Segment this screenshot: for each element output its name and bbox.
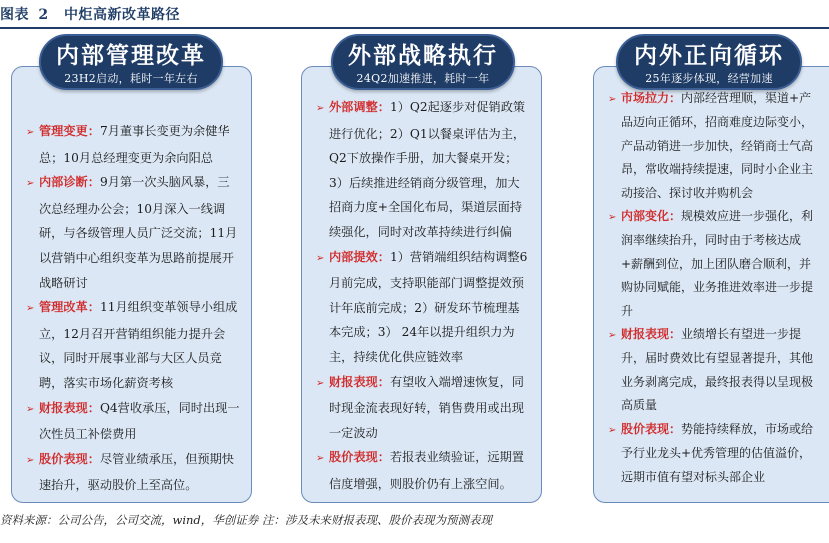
bullet-text: 若报表业绩验证，远期置信度增强，则股价仍有上涨空间。: [329, 450, 524, 491]
bullet-item: [608, 87, 823, 205]
bullet-key-colon: ：: [377, 450, 390, 465]
bullet-item: [26, 170, 241, 295]
panel-body: [302, 95, 541, 496]
arrow-right-icon: ➢: [316, 252, 325, 264]
bullet-item: [608, 205, 823, 323]
bullet-text: 内部经营理顺，渠道+产品迈向正循环，招商难度边际变小，产品动销进一步加快，经销商士气高昂，常收端持续提速，同时小企业主动接洽、探讨收并购机会: [621, 91, 814, 200]
bullet-key: 财报表现: [39, 400, 88, 415]
bullet-item: [316, 245, 531, 370]
arrow-right-icon: ➢: [26, 178, 35, 190]
panel-body: [12, 119, 251, 496]
column-heading-badge: [616, 34, 802, 90]
bullet-key: 股价表现: [621, 421, 670, 436]
bullet-key-colon: ：: [377, 374, 390, 389]
bullet-key: 股价表现: [329, 450, 378, 465]
bullet-text: 9月第一次头脑风暴，三次总经理办公会；10月深入一线调研，与各级管理人员广泛交流；11月以营销中心组织变革为思路前提展开战略研讨: [39, 175, 238, 290]
column-heading: 内外正向循环: [634, 42, 784, 69]
figure-title: [0, 4, 180, 28]
bullet-key: 外部调整: [329, 100, 378, 114]
column-heading: 内部管理改革: [56, 42, 206, 69]
panel-external-strategy-execution: [301, 66, 542, 503]
bullet-item: [26, 396, 241, 447]
figure-label: 图表: [0, 7, 29, 23]
figure-title-text: 中炬高新改革路径: [64, 7, 180, 23]
bullet-item: [26, 119, 241, 170]
column-heading: 外部战略执行: [348, 42, 498, 69]
bullet-item: [608, 323, 823, 418]
bullet-key-colon: ：: [669, 327, 682, 342]
bullet-text: 业绩增长有望进一步提升，届时费效比有望显著提升，其他业务剥离完成，最终报表得以呈现极高质量: [621, 327, 814, 413]
bullet-key-colon: ：: [87, 400, 100, 415]
bullet-item: [26, 447, 241, 498]
bullet-key: 财报表现: [329, 374, 378, 389]
arrow-right-icon: ➢: [26, 127, 35, 138]
arrow-right-icon: ➢: [608, 94, 617, 105]
column-heading-badge: [39, 34, 223, 90]
bullet-key: 财报表现: [621, 327, 670, 342]
arrow-right-icon: ➢: [26, 303, 35, 315]
title-divider: [0, 27, 829, 29]
arrow-right-icon: ➢: [608, 424, 617, 436]
bullet-key: 内部诊断: [39, 175, 88, 190]
bullet-item: [26, 295, 241, 395]
bullet-key-colon: ：: [377, 249, 390, 264]
bullet-key: 内部变化: [621, 209, 670, 224]
source-note: 资料来源：公司公告，公司交流，wind，华创证券 注：涉及未来财报表现、股价表现为预测表现: [0, 513, 492, 527]
arrow-right-icon: ➢: [608, 212, 617, 224]
bullet-item: [316, 445, 531, 496]
panel-positive-cycle: [593, 66, 829, 503]
bullet-key-colon: ：: [87, 124, 100, 138]
bullet-key-colon: ：: [87, 451, 100, 466]
panel-body: [594, 87, 829, 496]
panel-internal-management-reform: [11, 66, 252, 503]
arrow-right-icon: ➢: [316, 453, 325, 465]
bullet-key-colon: ：: [87, 175, 100, 190]
arrow-right-icon: ➢: [608, 330, 617, 342]
bullet-text: 尽管业绩承压，但预期快速抬升，驱动股价上至高位。: [39, 451, 234, 493]
bullet-item: [316, 370, 531, 446]
arrow-right-icon: ➢: [26, 454, 35, 466]
bullet-item: [316, 95, 531, 245]
column-subheading: 25年逐步体现，经营加速: [645, 72, 773, 85]
column-subheading: 23H2启动，耗时一年左右: [64, 72, 198, 85]
arrow-right-icon: ➢: [26, 403, 35, 415]
bullet-text: Q4营收承压，同时出现一次性员工补偿费用: [39, 400, 240, 442]
bullet-text: 7月董事长变更为余健华总；10月总经理变更为余向阳总: [39, 124, 230, 165]
bullet-item: [608, 418, 823, 489]
column-heading-badge: [331, 34, 515, 90]
bullet-key-colon: ：: [87, 300, 100, 315]
arrow-right-icon: ➢: [316, 377, 325, 389]
column-subheading: 24Q2加速推进，耗时一年: [356, 72, 490, 85]
bullet-text: 11月组织变革领导小组成立，12月召开营销组织能力提升会议，同时开展事业部与大区人员竞聘，落实市场化薪资考核: [39, 300, 238, 390]
bullet-key: 市场拉力: [621, 91, 670, 105]
bullet-key-colon: ：: [669, 421, 682, 436]
bullet-key: 内部提效: [329, 249, 378, 264]
bullet-text: 规模效应进一步强化，利润率继续抬升，同时由于考核达成+薪酬到位，加上团队磨合顺利，并购协同赋能，业务推进效率进一步提升: [621, 209, 814, 318]
bullet-key-colon: ：: [377, 100, 390, 114]
bullet-key-colon: ：: [669, 209, 682, 224]
bullet-text: 势能持续释放，市场或给予行业龙头+优秀管理的估值溢价，远期市值有望对标头部企业: [621, 421, 814, 484]
bullet-key: 管理改革: [39, 300, 88, 315]
bullet-text: 有望收入端增速恢复，同时现金流表现好转，销售费用或出现一定波动: [329, 374, 524, 440]
bullet-text: 1）营销端组织结构调整6月前完成，支持职能部门调整提效预计年底前完成；2）研发环节梳理基本完成；3） 24年以提升组织力为主，持续优化供应链效率: [329, 249, 528, 364]
arrow-right-icon: ➢: [316, 103, 325, 114]
bullet-key-colon: ：: [669, 91, 682, 105]
bullet-key: 股价表现: [39, 451, 88, 466]
bullet-key: 管理变更: [39, 124, 88, 138]
figure-number: 2: [38, 7, 49, 23]
bullet-text: 1）Q2起逐步对促销政策进行优化；2）Q1以餐桌评估为主，Q2下放操作手册，加大餐桌开发；3）后续推进经销商分级管理，加大招商力度+全国化布局，渠道层面持续强化，同时对改革持续进行纠偏: [329, 100, 526, 239]
